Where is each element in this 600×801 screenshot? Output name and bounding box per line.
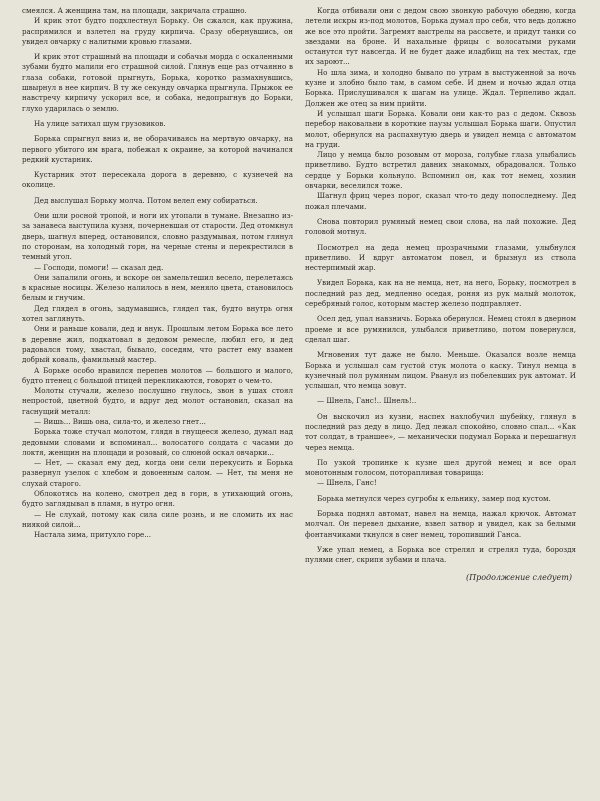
dialogue-line: — Господи, помоги! — сказал дед.	[34, 262, 164, 272]
paragraph: На улице затихал шум грузовиков.	[34, 118, 166, 128]
dialogue-line: — Вишь... Вишь она, сила-то, и железо гнет...	[34, 416, 206, 426]
paragraph: Облокотясь на колено, смотрел дед в горн, в утихающий огонь, будто заглядывал в пламя, в нутро огня.	[22, 489, 293, 509]
paragraph: А Борьке особо нравился перепев молотов — большого и малого, будто птенец с большой птицей перекликаются, говорят о чем-то.	[22, 365, 293, 385]
paragraph: Молоты стучали, железо послушно гнулось, звон в ушах стоял непростой, цветной будто, и вдруг дед молот остановил, сказал на гаснущий металл:	[22, 386, 293, 416]
paragraph: И крик этот страшный на площади и собачья морда с оскаленными зубами будто малили его страшной силой. Глянув еще раз отчаянно в глаза собаки, готовой прыгнуть, Борька, коротко размахнувшись, швырнул в нее кирпич. В ту же секунду овчарка прыгнула. Прыжок ее навстречу кирпичу ускорил все, и собака, недопрыгнув до Борьки, глухо ударилась о землю.	[22, 52, 293, 113]
paragraph: Борька спрыгнул вниз и, не оборачиваясь на мертвую овчарку, на первого убитого им врага, побежал к окраине, за которой начинался редкий кустарник.	[22, 134, 293, 164]
paragraph: Но шла зима, и холодно бывало по утрам в выстуженной за ночь кузне и злобно было там, в самом себе. И днем и ночью ждал отца Борька. Прислушивался к шагам на улице. Ждал. Терпеливо ждал. Должен же отец за ним прийти.	[305, 67, 576, 108]
paragraph: смеялся. А женщина там, на площади, закричала страшно.	[22, 6, 247, 15]
paragraph: Когда отбивали они с дедом свою звонкую рабочую обедню, когда летели искры из-под молотов, Борька думал про себя, что ведь должно же все это пройти. Загремят выстрелы на рассвете, и придут танки со звездами на броне. И нахальные фрицы с волосатыми руками останутся тут навсегда. И не будет даже иладбищ на тех местах, где их зароют...	[305, 6, 576, 67]
paragraph: Посмотрел на деда немец прозрачными глазами, улыбнулся приветливо. И вдруг автоматом повел, и брызнул из ствола нестерпимый жар.	[305, 242, 576, 273]
paragraph: И крик этот будто подхлестнул Борьку. Он сжался, как пружина, распрямился и взлетел на груду кирпича. Сразу обернувшись, он увидел овчарку с налитыми кровью глазами.	[22, 16, 293, 46]
paragraph: И услышал шаги Борька. Ковали они как-то раз с дедом. Сквозь перебор наковальни в короткие паузы услышал Борька шаги. Опустил молот, обернулся на распахнутую дверь и увидел немца с автоматом на груди.	[305, 108, 576, 149]
paragraph: Они и раньше ковали, дед и внук. Прошлым летом Борька все лето в деревне жил, подкатовал в дедовом ремесле, любил его, и дед радовался тому, хвастал, бывало, соседям, что растет ему взамен добрый коваль, фамильный мастер.	[22, 324, 293, 365]
text-column-left	[22, 6, 293, 791]
paragraph: Кустарник этот пересекала дорога в деревню, с кузнечей на околице.	[22, 170, 293, 190]
paragraph: Уже упал немец, а Борька все стрелял и стрелял туда, бороздя пулями снег, скрипя зубами и плача.	[305, 544, 576, 565]
paragraph: Настала зима, притухло горе...	[34, 530, 152, 540]
paragraph: Он выскочил из кузни, наспех нахлобучил шубейку, глянул в последний раз деду в лицо. Дед лежал спокойно, словно спал... «Как тот солдат, в траншее», — механически подумал Борька и перешагнул через немца.	[305, 411, 576, 452]
dialogue-line: — Шнель, Ганс!	[317, 478, 377, 488]
paragraph: Борька метнулся через сугробы к ельнику, замер под кустом.	[317, 493, 551, 503]
to-be-continued-note: (Продолжение следует)	[465, 572, 572, 582]
paragraph: Борька поднял автомат, навел на немца, нажал крючок. Автомат молчал. Он перевел дыхание, взвел затвор и увидел, как за белыми фонтанчиками ткнулся в снег немец, торопивший Ганса.	[305, 509, 576, 539]
dialogue-line: — Нет, — сказал ему дед, когда они сели перекусить и Борька развернул узелок с хлебом и довоенным салом. — Нет, ты меня не слухай старого.	[22, 458, 293, 488]
paragraph: Борька тоже стучал молотом, глядя в гнущееся железо, думал над дедовыми словами и вспоминал... волосатого солдата с часами до локтя, женщин на площади и розовый, со слюной оскал овчарки...	[22, 427, 293, 457]
text-column-right	[305, 6, 576, 791]
paragraph: Мгновения тут даже не было. Меньше. Оказался возле немца Борька и услышал сам густой стук молота о каску. Тинул немца в кузнечный пол румяным лицом. Рванул из побелевших рук автомат. И услышал, что немца зовут.	[305, 350, 576, 391]
paragraph: По узкой тропинке к кузне шел другой немец и все орал монотонным голосом, поторапливая товарища:	[305, 457, 576, 478]
paragraph: Дед глядел в огонь, задумавшись, глядел так, будто внутрь огня хотел заглянуть.	[22, 303, 293, 324]
dialogue-line: — Шнель, Ганс!.. Шнель!..	[317, 396, 417, 406]
paragraph: Снова повторил румяный немец свои слова, на лай похожие. Дед головой мотнул.	[305, 216, 576, 237]
paragraph: Шагнул фриц через порог, сказал что-то деду попоследнему. Дед пожал плечами.	[305, 191, 576, 211]
paragraph: Лицо у немца было розовым от мороза, голубые глаза улыбались приветливо. Будто встретил давних знакомых, обрадовался. Только сердце у Борьки кольнуло. Вспомнил он, как тот немец, хозяин овчарки, веселился тоже.	[305, 150, 576, 191]
dialogue-line: — Не слухай, потому как сила силе рознь, и не сломить их нас ниякой силой...	[22, 509, 293, 529]
paragraph: Они шли росной тропой, и ноги их утопали в тумане. Внезапно из-за занавеса выступила кузня, почерневшая от старости. Дед отомкнул дверь, шагнул вперед, остановился, словно раздумывая, потом глянул по сторонам, на холодный горн, на черные стены и перекрестился в темный угол.	[22, 211, 293, 262]
paragraph: Осел дед, упал навзничь. Борька обернулся. Немец стоял в дверном проеме и все румянился, улыбался приветливо, потом повернулся, сделал шаг.	[305, 314, 576, 344]
paragraph: Дед выслушал Борьку молча. Потом велел ему собираться.	[34, 195, 258, 205]
paragraph: Увидел Борька, как на не немца, нет, на него, Борьку, посмотрел в последний раз дед, медленно оседая, роняя из рук малый молоток, серебряный голос, которым мастер железо подправляет.	[305, 278, 576, 309]
paragraph: Они запалили огонь, и вскоре он замельтешил весело, перелетаясь в красные носицы. Железо налилось в нем, меняло цвета, становилось белым и гнучим.	[22, 272, 293, 303]
